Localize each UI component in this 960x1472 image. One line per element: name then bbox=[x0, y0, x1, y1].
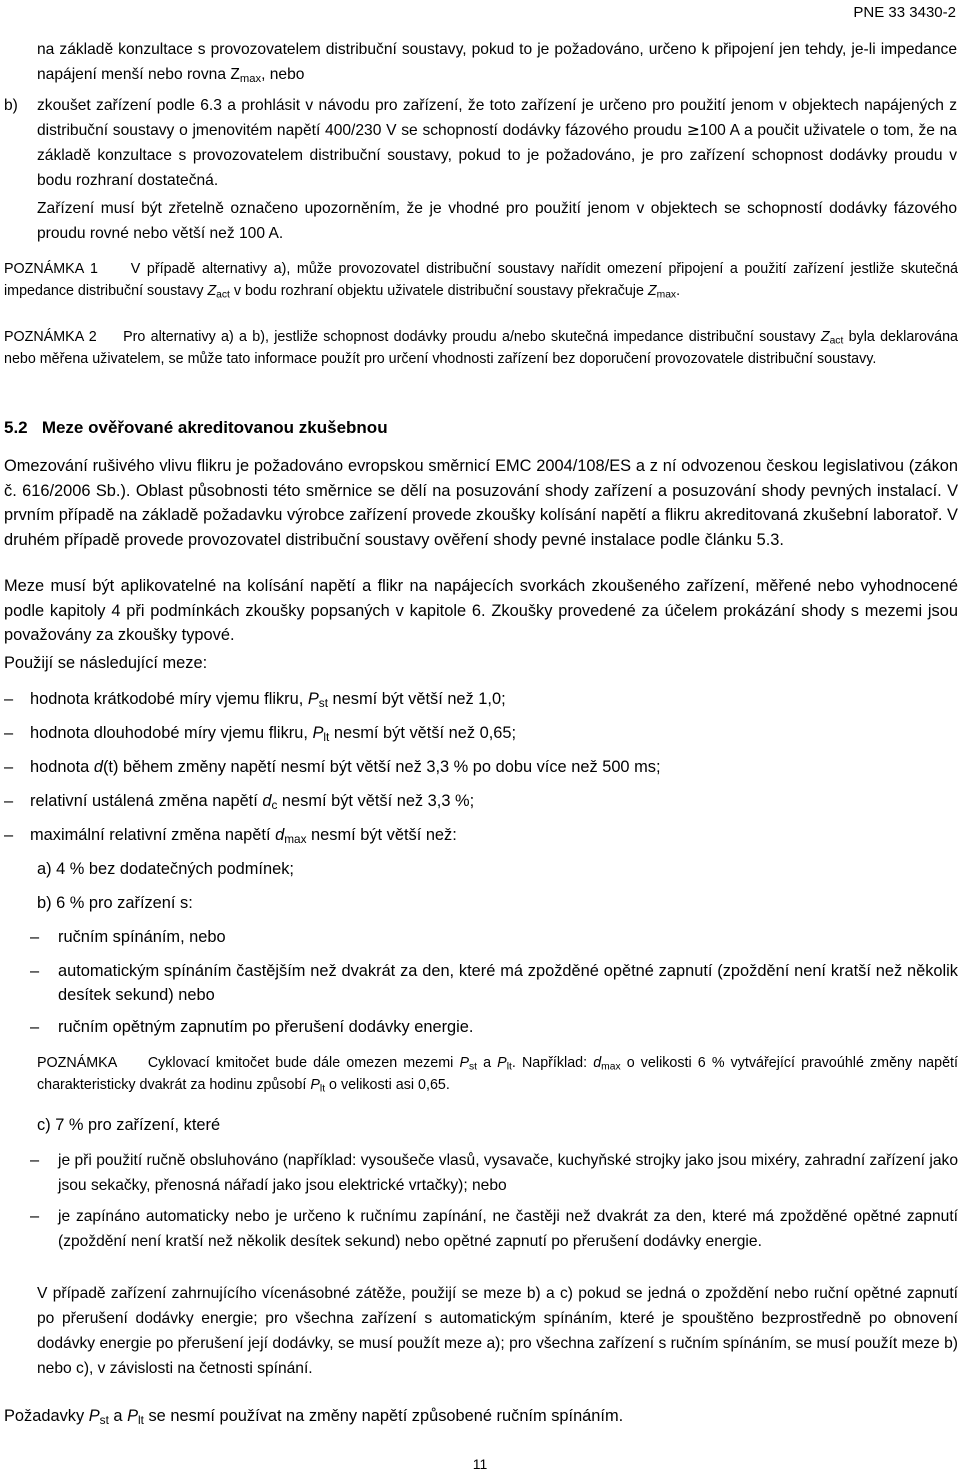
text: na základě konzultace s provozovatelem distribuční soustavy, pokud to je požadováno, určeno k připojení jen tehdy, je-li impedance napájení menší nebo rovna Z bbox=[37, 41, 957, 83]
text: se nesmí používat na změny napětí způsobené ručním spínáním. bbox=[143, 1407, 624, 1425]
symbol: P bbox=[88, 1407, 100, 1425]
symbol: Z bbox=[207, 283, 217, 300]
text: o velikosti 6 % vytvářející pravoúhlé změny napětí charakteristicky dvakrát za hodinu způsobí bbox=[37, 1055, 958, 1094]
text: . bbox=[676, 283, 681, 300]
paragraph-intro: Omezování rušivého vlivu flikru je požadováno evropskou směrnicí EMC 2004/108/ES a z ní odvozenou českou legislativou (zákon č. 616/2006 Sb.). Oblast působnosti této směrnice se dělí na posuzování shody zařízení a posuzování shody pevných instalací. V prvním případě na základě požadavku výrobce zařízení provede zkoušky kolísání napětí a flikru akreditovaná zkušební laboratoř. V druhém případě provede provozovatel distribuční soustavy ověření shody pevné instalace podle článku 5.3. bbox=[4, 457, 958, 549]
paragraph-top-continuation bbox=[37, 37, 957, 87]
text: relativní ustálená změna napětí bbox=[30, 792, 263, 810]
subscript: st bbox=[468, 1061, 477, 1073]
text: a bbox=[108, 1407, 128, 1425]
dash-marker: – bbox=[30, 1018, 40, 1036]
note-3 bbox=[37, 1052, 958, 1096]
dash-marker: – bbox=[30, 1151, 40, 1169]
section-heading bbox=[4, 418, 388, 438]
symbol: Z bbox=[820, 329, 830, 345]
note-label: POZNÁMKA bbox=[37, 1055, 118, 1071]
sub-item-a: a) 4 % bez dodatečných podmínek; bbox=[37, 860, 294, 878]
text: o velikosti asi 0,65. bbox=[325, 1077, 450, 1094]
subscript: st bbox=[99, 1412, 109, 1427]
text: 100 A a poučit uživatele o tom, že na základě konzultace s provozovatelem distribuční soustavy, pokud to je požadováno, je pro zařízení schopnost dodávky proudu v bodu rozhraní dostatečná. bbox=[37, 122, 957, 189]
sub-item-b: b) 6 % pro zařízení s: bbox=[37, 894, 193, 912]
list-item-auto-switch bbox=[30, 1204, 958, 1276]
dash-marker: – bbox=[30, 1207, 40, 1225]
text: nesmí být větší než 3,3 %; bbox=[277, 792, 475, 810]
text: je při použití ručně obsluhováno (například: vysoušeče vlasů, vysavače, kuchyňské strojky jako jsou mixéry, zahradní zařízení jako jsou sekačky, přenosná nářadí jako jsou elektrické vrtačky); nebo bbox=[58, 1152, 958, 1194]
list-item-automatic bbox=[30, 959, 958, 1009]
text: , nebo bbox=[261, 66, 305, 83]
symbol: ≥ bbox=[686, 121, 700, 139]
paragraph-final bbox=[4, 1404, 958, 1429]
text: nesmí být větší než 1,0; bbox=[327, 690, 506, 708]
text: a bbox=[476, 1055, 498, 1071]
list-item-hand-operated bbox=[30, 1148, 958, 1196]
text: automatickým spínáním častějším než dvakrát za den, které má zpožděné opětné zapnutí (zpoždění není kratší než několik desítek sekund) nebo bbox=[58, 962, 958, 1004]
text: ručním spínáním, nebo bbox=[58, 928, 226, 946]
list-marker-b: b) bbox=[4, 97, 18, 114]
dash-marker: – bbox=[4, 792, 14, 810]
symbol: P bbox=[127, 1407, 139, 1425]
dash-marker: – bbox=[4, 724, 14, 742]
text: v bodu rozhraní objektu uživatele distribuční soustavy překračuje bbox=[229, 283, 648, 300]
text: Pro alternativy a) a b), jestliže schopnost dodávky proudu a/nebo skutečná impedance distribuční soustavy bbox=[123, 329, 821, 345]
subscript: max bbox=[284, 831, 307, 846]
subscript: lt bbox=[138, 1412, 144, 1427]
subscript: lt bbox=[323, 729, 330, 744]
sub-item-c: c) 7 % pro zařízení, které bbox=[37, 1116, 221, 1134]
dash-marker: – bbox=[4, 826, 14, 844]
text: ručním opětným zapnutím po přerušení dodávky energie. bbox=[58, 1018, 474, 1036]
symbol: P bbox=[310, 1077, 320, 1094]
text: maximální relativní změna napětí bbox=[30, 826, 276, 844]
paragraph-multiple-loads: V případě zařízení zahrnujícího vícenásobné zátěže, použijí se meze b) a c) pokud se jedná o zpoždění nebo ruční opětné zapnutí po přerušení dodávky energie; pro všechna zařízení s automatickým spínáním, které je spouštěno bezprostředně po obnovení dodávky energie po přerušení její dodávky, se musí použít meze a); pro všechna zařízení s ručním spínáním, se musí použít meze b) nebo c), v závislosti na četnosti spínání. bbox=[37, 1285, 958, 1377]
dash-marker: – bbox=[4, 690, 14, 708]
note-label: POZNÁMKA 1 bbox=[4, 261, 98, 277]
text: . Například: bbox=[511, 1055, 594, 1071]
section-number: 5.2 bbox=[4, 418, 28, 437]
text: nesmí být větší než: bbox=[306, 826, 457, 844]
symbol: d bbox=[275, 826, 285, 844]
paragraph-applicability: Meze musí být aplikovatelné na kolísání napětí a flikr na napájecích svorkách zkoušeného zařízení, měřené nebo vyhodnocené podle kapitoly 4 při podmínkách zkoušky popsaných v kapitole 6. Zkoušky provedené za účelem prokázání shody s mezemi jsou považovány za zkoušky typové. bbox=[4, 577, 958, 645]
symbol: P bbox=[497, 1055, 507, 1071]
text: V případě alternativy a), může provozovatel distribuční soustavy nařídit omezení připojení a použití zařízení jestliže skutečná impedance distribuční soustavy bbox=[4, 261, 958, 300]
text: nesmí být větší než 0,65; bbox=[329, 724, 517, 742]
paragraph-limits-intro: Použijí se následující meze: bbox=[4, 654, 208, 672]
text: zkoušet zařízení podle 6.3 a prohlásit v návodu pro zařízení, že toto zařízení je určeno pro použití jenom v objektech napájených z distribuční soustavy o jmenovitém napětí 400/230 V se schopností dodávky fázového proudu bbox=[37, 97, 957, 139]
symbol: d bbox=[262, 792, 272, 810]
page-number: 11 bbox=[472, 1456, 488, 1472]
symbol: P bbox=[307, 690, 319, 708]
symbol: d bbox=[93, 758, 103, 776]
note-1 bbox=[4, 258, 958, 302]
note-2 bbox=[4, 326, 958, 370]
subscript: lt bbox=[319, 1083, 326, 1095]
text: (t) během změny napětí nesmí být větší než 3,3 % po dobu více než 500 ms; bbox=[102, 758, 661, 776]
note-label: POZNÁMKA 2 bbox=[4, 329, 97, 345]
symbol: P bbox=[459, 1055, 469, 1071]
document-code: PNE 33 3430-2 bbox=[853, 4, 956, 21]
text: hodnota krátkodobé míry vjemu flikru, bbox=[30, 690, 308, 708]
symbol: P bbox=[312, 724, 324, 742]
dash-marker: – bbox=[4, 758, 14, 776]
text: Cyklovací kmitočet bude dále omezen mezemi bbox=[147, 1055, 460, 1071]
paragraph-marking: Zařízení musí být zřetelně označeno upozorněním, že je vhodné pro použití jenom v objektech se schopností dodávky fázového proudu rovné nebo větší než 100 A. bbox=[37, 200, 957, 242]
subscript: c bbox=[271, 797, 278, 812]
subscript: st bbox=[318, 695, 328, 710]
text: Požadavky bbox=[4, 1407, 89, 1425]
text: je zapínáno automaticky nebo je určeno k ručnímu zapínání, ne častěji než dvakrát za den, které má zpožděné opětné zapnutí (zpoždění není kratší než několik desítek sekund) nebo opětné zapnutí po přerušení dodávky energie. bbox=[58, 1208, 958, 1250]
subscript: lt bbox=[506, 1061, 512, 1073]
symbol: d bbox=[593, 1055, 602, 1071]
dash-marker: – bbox=[30, 962, 40, 980]
subscript: max bbox=[656, 289, 677, 301]
paragraph-option-b bbox=[37, 93, 957, 193]
section-title: Meze ověřované akreditovanou zkušebnou bbox=[41, 418, 388, 437]
dash-marker: – bbox=[30, 928, 40, 946]
text: byla deklarována nebo měřena uživatelem, se může tato informace použít pro určení vhodnosti zařízení bez doporučení provozovatele distribuční soustavy. bbox=[4, 329, 958, 368]
symbol: Z bbox=[647, 283, 657, 300]
subscript: act bbox=[216, 289, 230, 301]
subscript: act bbox=[829, 335, 844, 347]
text: hodnota bbox=[30, 758, 94, 776]
subscript: max bbox=[601, 1061, 621, 1073]
subscript: max bbox=[239, 72, 262, 85]
text: hodnota dlouhodobé míry vjemu flikru, bbox=[30, 724, 313, 742]
